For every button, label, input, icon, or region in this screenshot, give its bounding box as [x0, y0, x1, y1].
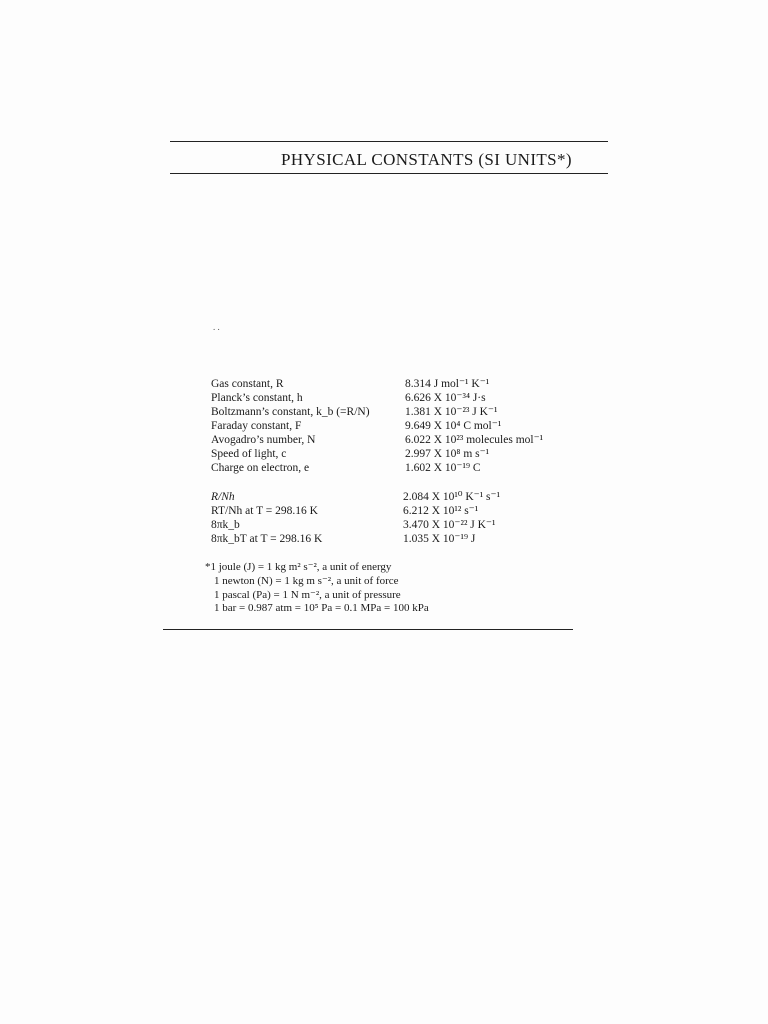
- constant-value: 9.649 X 10⁴ C mol⁻¹: [405, 420, 502, 432]
- title-rule-top: [170, 141, 608, 142]
- constant-label: Planck’s constant, h: [211, 392, 303, 404]
- derived-value: 1.035 X 10⁻¹⁹ J: [403, 533, 476, 545]
- bottom-rule: [163, 629, 573, 630]
- constant-value: 6.626 X 10⁻³⁴ J·s: [405, 392, 486, 404]
- constant-value: 2.997 X 10⁸ m s⁻¹: [405, 448, 490, 460]
- constant-label: Avogadro’s number, N: [211, 434, 316, 446]
- constant-label: Speed of light, c: [211, 448, 287, 460]
- footnote: 1 bar = 0.987 atm = 10⁵ Pa = 0.1 MPa = 100 kPa: [214, 602, 429, 614]
- derived-label: R/Nh: [211, 491, 235, 503]
- constant-label: Gas constant, R: [211, 378, 284, 390]
- page-specks: . .: [213, 322, 220, 332]
- constant-value: 1.602 X 10⁻¹⁹ C: [405, 462, 481, 474]
- title-rule-bottom: [170, 173, 608, 174]
- constant-label: Boltzmann’s constant, k_b (=R/N): [211, 406, 370, 418]
- derived-label: 8πk_b: [211, 519, 240, 531]
- footnote: 1 pascal (Pa) = 1 N m⁻², a unit of pressure: [214, 589, 401, 601]
- derived-value: 2.084 X 10¹⁰ K⁻¹ s⁻¹: [403, 491, 501, 503]
- derived-value: 3.470 X 10⁻²² J K⁻¹: [403, 519, 496, 531]
- constant-value: 8.314 J mol⁻¹ K⁻¹: [405, 378, 490, 390]
- derived-label: 8πk_bT at T = 298.16 K: [211, 533, 323, 545]
- footnote: 1 newton (N) = 1 kg m s⁻², a unit of force: [214, 575, 399, 587]
- footnote: *1 joule (J) = 1 kg m² s⁻², a unit of energy: [205, 561, 392, 573]
- constant-label: Faraday constant, F: [211, 420, 302, 432]
- derived-value: 6.212 X 10¹² s⁻¹: [403, 505, 479, 517]
- derived-label: RT/Nh at T = 298.16 K: [211, 505, 318, 517]
- constant-label: Charge on electron, e: [211, 462, 310, 474]
- constant-value: 1.381 X 10⁻²³ J K⁻¹: [405, 406, 498, 418]
- page-title: PHYSICAL CONSTANTS (SI UNITS*): [281, 150, 572, 169]
- constant-value: 6.022 X 10²³ molecules mol⁻¹: [405, 434, 544, 446]
